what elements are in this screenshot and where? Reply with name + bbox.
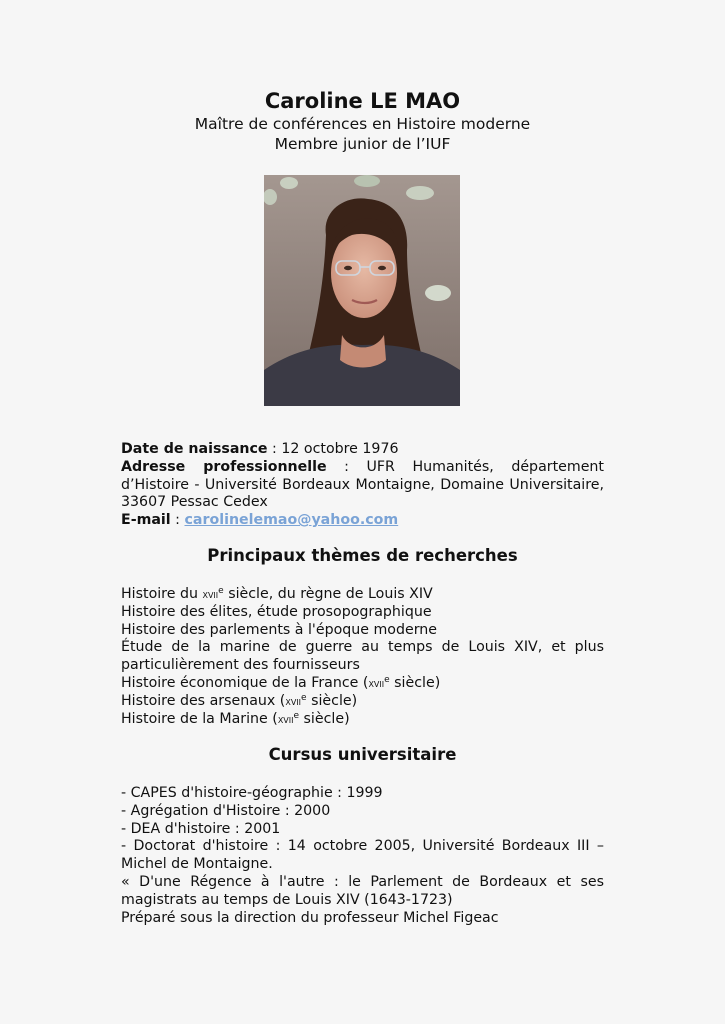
cursus-item: - CAPES d'histoire-géographie : 1999 [121,785,383,801]
research-item: Histoire des élites, étude prosopographique [121,603,432,620]
address-line [121,459,604,512]
research-section-title: Principaux thèmes de recherches [207,546,518,565]
birth-date-value: 12 octobre 1976 [281,441,399,457]
address-separator: : [326,458,367,475]
cursus-section-title: Cursus universitaire [268,745,457,764]
portrait-photo [264,175,460,406]
cursus-list [121,785,604,927]
research-list [121,586,604,728]
cursus-item: - Agrégation d'Histoire : 2000 [121,802,331,819]
research-item: Histoire des parlements à l'époque moderne [121,621,438,638]
research-item: Étude de la marine de guerre au temps de Louis XIV, et plus particulièrement des fournisseurs [121,639,604,674]
email-line [121,512,604,530]
job-title: Maître de conférences en Histoire moderne [194,115,531,133]
century-numeral: xvii [285,693,302,708]
research-item: Histoire économique de la France (xvii$^e$ siècle) [121,674,441,691]
birth-date-separator: : [267,441,282,457]
email-link[interactable]: carolinelemao@yahoo.com [184,512,399,529]
research-item: Histoire du xvii$^e$ siècle, du règne de Louis XIV [121,586,433,602]
cursus-item: - DEA d'histoire : 2001 [121,820,281,837]
address-label: Adresse professionnelle [121,458,327,475]
century-numeral: xvii [202,587,219,601]
cursus-item: - Doctorat d'histoire : 14 octobre 2005, Université Bordeaux III – Michel de Montaigne. [121,838,604,873]
birth-date-label: Date de naissance [121,441,268,457]
cv-header [121,88,604,154]
email-label: E-mail [121,512,171,529]
research-item: Histoire de la Marine (xvii$^e$ siècle) [121,710,350,727]
email-separator: : [170,512,185,529]
cursus-item: Préparé sous la direction du professeur Michel Figeac [121,909,499,926]
research-item: Histoire des arsenaux (xvii$^e$ siècle) [121,692,358,709]
cursus-item: « D'une Régence à l'autre : le Parlement de Bordeaux et ses magistrats au temps de Louis XIV (1643-1723) [121,873,604,908]
contact-info [121,441,604,530]
century-numeral: xvii [368,675,385,690]
birth-date-line [121,441,604,459]
iuf-membership: Membre junior de l’IUF [274,135,451,153]
address-value: UFR Humanités, département d’Histoire - Université Bordeaux Montaigne, Domaine Universitaire, 33607 Pessac Cedex [121,458,604,511]
century-numeral: xvii [277,711,294,726]
person-name: Caroline LE MAO [264,89,461,113]
